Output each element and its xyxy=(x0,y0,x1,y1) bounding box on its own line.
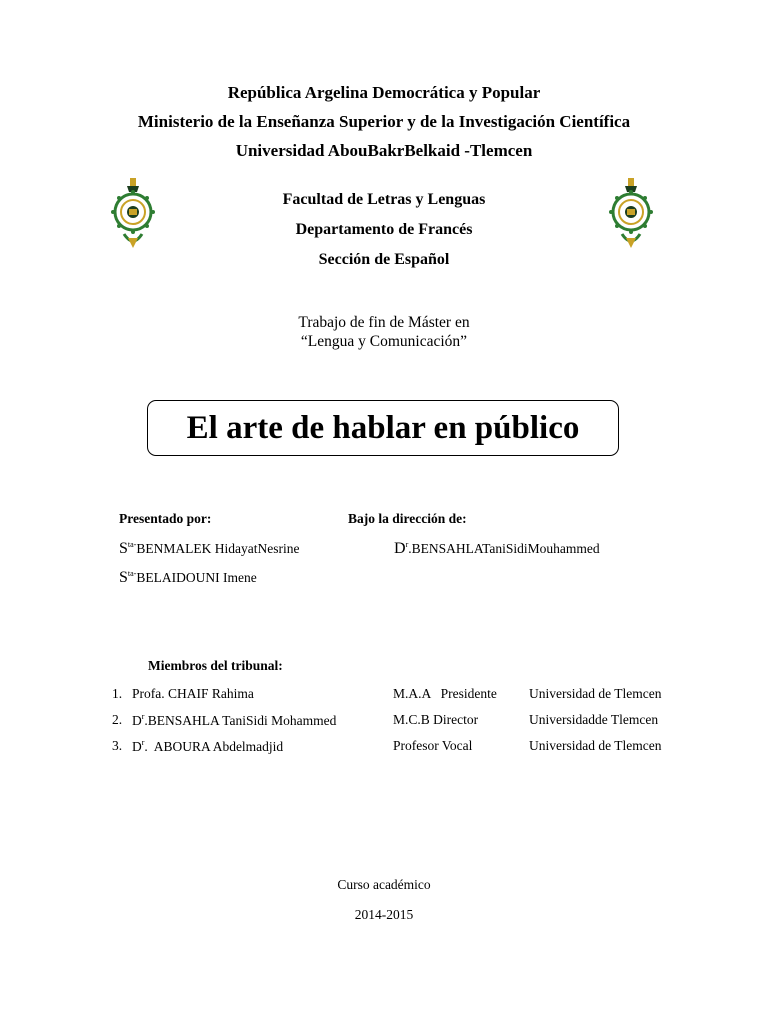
academic-years: 2014-2015 xyxy=(354,907,414,922)
thesis-title-box xyxy=(147,400,619,456)
tribunal-member-name: $D^r.BENSAHLA$ TaniSidi Mohammed xyxy=(132,712,337,728)
tribunal-member-university: Universidadde Tlemcen xyxy=(529,712,659,727)
header-university: Universidad AbouBakrBelkaid -Tlemcen xyxy=(235,141,533,160)
presented-by-label: Presentado por: xyxy=(119,511,212,526)
department-name: Departamento de Francés xyxy=(295,221,473,238)
work-program: “Lengua y Comunicación” xyxy=(300,333,468,350)
tribunal-member-university: Universidad de Tlemcen xyxy=(529,738,662,753)
tribunal-member-role: M.C.B Director xyxy=(393,712,479,727)
tribunal-member-num: 1. xyxy=(112,686,123,701)
tribunal-member-role: M.A.A Presidente xyxy=(393,686,497,701)
university-seal-left-icon xyxy=(110,176,156,254)
header-ministry: Ministerio de la Enseñanza Superior y de la Investigación Científica xyxy=(137,112,631,131)
university-seal-right-icon xyxy=(608,176,654,254)
header-republic: República Argelina Democrática y Popular xyxy=(227,83,541,102)
tribunal-member-num: 3. xyxy=(112,738,123,753)
student-1: $S^{ta-}BENMALEK$ HidayatNesrine xyxy=(119,540,300,557)
tribunal-member-name: $D^r$. ABOURA Abdelmadjid xyxy=(132,738,284,754)
tribunal-label: Miembros del tribunal: xyxy=(148,658,283,673)
thesis-title: El arte de hablar en público xyxy=(186,409,580,446)
section-name: Sección de Español xyxy=(318,251,450,268)
tribunal-member-university: Universidad de Tlemcen xyxy=(529,686,662,701)
tribunal-member-num: 2. xyxy=(112,712,123,727)
faculty-name: Facultad de Letras y Lenguas xyxy=(282,191,486,208)
director-name: $D^r.BENSAHLATaniSidiMouhammed$ xyxy=(394,540,600,557)
direction-label: Bajo la dirección de: xyxy=(348,511,467,526)
student-2: $S^{ta-}BELAIDOUNI$ Imene xyxy=(119,569,257,586)
course-label: Curso académico xyxy=(337,877,431,892)
work-type: Trabajo de fin de Máster en xyxy=(298,314,470,331)
tribunal-member-name: Profa. CHAIF Rahima xyxy=(132,686,254,701)
tribunal-member-role: Profesor Vocal xyxy=(393,738,473,753)
